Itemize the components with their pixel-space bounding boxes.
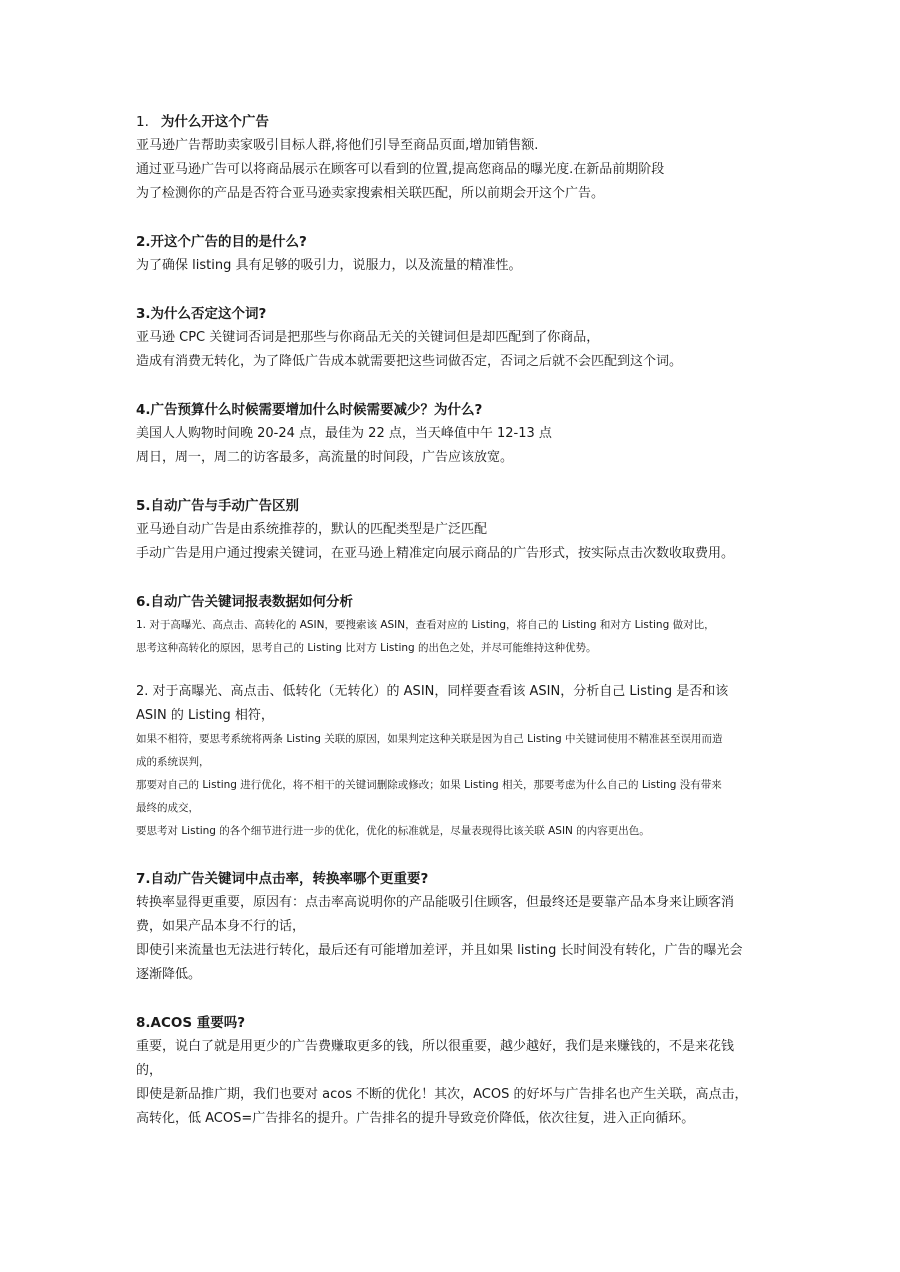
body-line: 亚马逊广告帮助卖家吸引目标人群,将他们引导至商品页面,增加销售额. xyxy=(136,138,539,153)
body-line: 造成有消费无转化，为了降低广告成本就需要把这些词做否定，否词之后就不会匹配到这个词。 xyxy=(136,354,683,369)
body-line: 逐渐降低。 xyxy=(136,967,202,982)
section-heading: 8.ACOS 重要吗? xyxy=(136,1015,246,1031)
small-line: 成的系统误判， xyxy=(136,756,210,768)
body-line: 通过亚马逊广告可以将商品展示在顾客可以看到的位置,提高您商品的曝光度.在新品前期阶段 xyxy=(136,162,665,177)
body-line: 费，如果产品本身不行的话， xyxy=(136,919,306,934)
section-3 xyxy=(136,302,768,374)
section-heading: 7.自动广告关键词中点击率，转换率哪个更重要? xyxy=(136,871,429,887)
body-line: 的， xyxy=(136,1063,163,1078)
section-6 xyxy=(136,590,768,843)
section-8 xyxy=(136,1011,768,1131)
section-title: 为什么开这个广告 xyxy=(160,114,269,130)
small-line: 如果不相符，要思考系统将两条 Listing 关联的原因，如果判定这种关联是因为自己 Listing 中关键词使用不精准甚至误用而造 xyxy=(136,733,723,745)
section-heading: 4.广告预算什么时候需要增加什么时候需要减少？为什么? xyxy=(136,402,483,418)
body-line: 手动广告是用户通过搜索关键词，在亚马逊上精准定向展示商品的广告形式，按实际点击次数收取费用。 xyxy=(136,546,735,561)
small-line: 1. 对于高曝光、高点击、高转化的 ASIN，要搜索该 ASIN，查看对应的 Listing，将自己的 Listing 和对方 Listing 做对比， xyxy=(136,619,715,631)
small-line: 那要对自己的 Listing 进行优化，将不相干的关键词删除或修改；如果 Listing 相关，那要考虑为什么自己的 Listing 没有带来 xyxy=(136,779,722,791)
body-line: 周日，周一，周二的访客最多，高流量的时间段，广告应该放宽。 xyxy=(136,450,514,465)
section-5 xyxy=(136,494,768,566)
section-heading: 2.开这个广告的目的是什么? xyxy=(136,234,307,250)
body-line: 即使是新品推广期，我们也要对 acos 不断的优化！其次，ACOS 的好坏与广告排名也产生关联，高点击， xyxy=(136,1087,748,1102)
section-number: 1. xyxy=(136,114,149,130)
section-heading: 5.自动广告与手动广告区别 xyxy=(136,498,300,514)
section-heading: 6.自动广告关键词报表数据如何分析 xyxy=(136,594,354,610)
body-line: 美国人人购物时间晚 20-24 点，最佳为 22 点，当天峰值中午 12-13 点 xyxy=(136,426,552,441)
body-line: 为了确保 listing 具有足够的吸引力，说服力，以及流量的精准性。 xyxy=(136,258,522,273)
section-heading xyxy=(136,110,768,134)
body-line: 转换率显得更重要，原因有：点击率高说明你的产品能吸引住顾客，但最终还是要靠产品本身来让顾客消 xyxy=(136,895,735,910)
body-line: 2. 对于高曝光、高点击、低转化（无转化）的 ASIN，同样要查看该 ASIN，分析自己 Listing 是否和该 xyxy=(136,684,729,699)
document-content xyxy=(136,110,768,1131)
body-line: 亚马逊自动广告是由系统推荐的，默认的匹配类型是广泛匹配 xyxy=(136,522,488,537)
section-7 xyxy=(136,867,768,987)
section-2 xyxy=(136,230,768,278)
body-line: 高转化，低 ACOS=广告排名的提升。广告排名的提升导致竞价降低，依次往复，进入正向循环。 xyxy=(136,1111,695,1126)
body-line: ASIN 的 Listing 相符， xyxy=(136,708,274,723)
body-line: 重要，说白了就是用更少的广告费赚取更多的钱，所以很重要，越少越好，我们是来赚钱的，不是来花钱 xyxy=(136,1039,735,1054)
small-line: 要思考对 Listing 的各个细节进行进一步的优化，优化的标准就是，尽量表现得比该关联 ASIN 的内容更出色。 xyxy=(136,825,650,837)
section-heading: 3.为什么否定这个词? xyxy=(136,306,267,322)
small-line: 思考这种高转化的原因，思考自己的 Listing 比对方 Listing 的出色之处，并尽可能维持这种优势。 xyxy=(136,642,597,654)
body-line: 亚马逊 CPC 关键词否词是把那些与你商品无关的关键词但是却匹配到了你商品， xyxy=(136,330,600,345)
section-1 xyxy=(136,110,768,206)
body-line: 为了检测你的产品是否符合亚马逊卖家搜索相关联匹配，所以前期会开这个广告。 xyxy=(136,186,605,201)
section-4 xyxy=(136,398,768,470)
body-line: 即使引来流量也无法进行转化，最后还有可能增加差评，并且如果 listing 长时间没有转化，广告的曝光会 xyxy=(136,943,743,958)
small-line: 最终的成交， xyxy=(136,802,199,814)
